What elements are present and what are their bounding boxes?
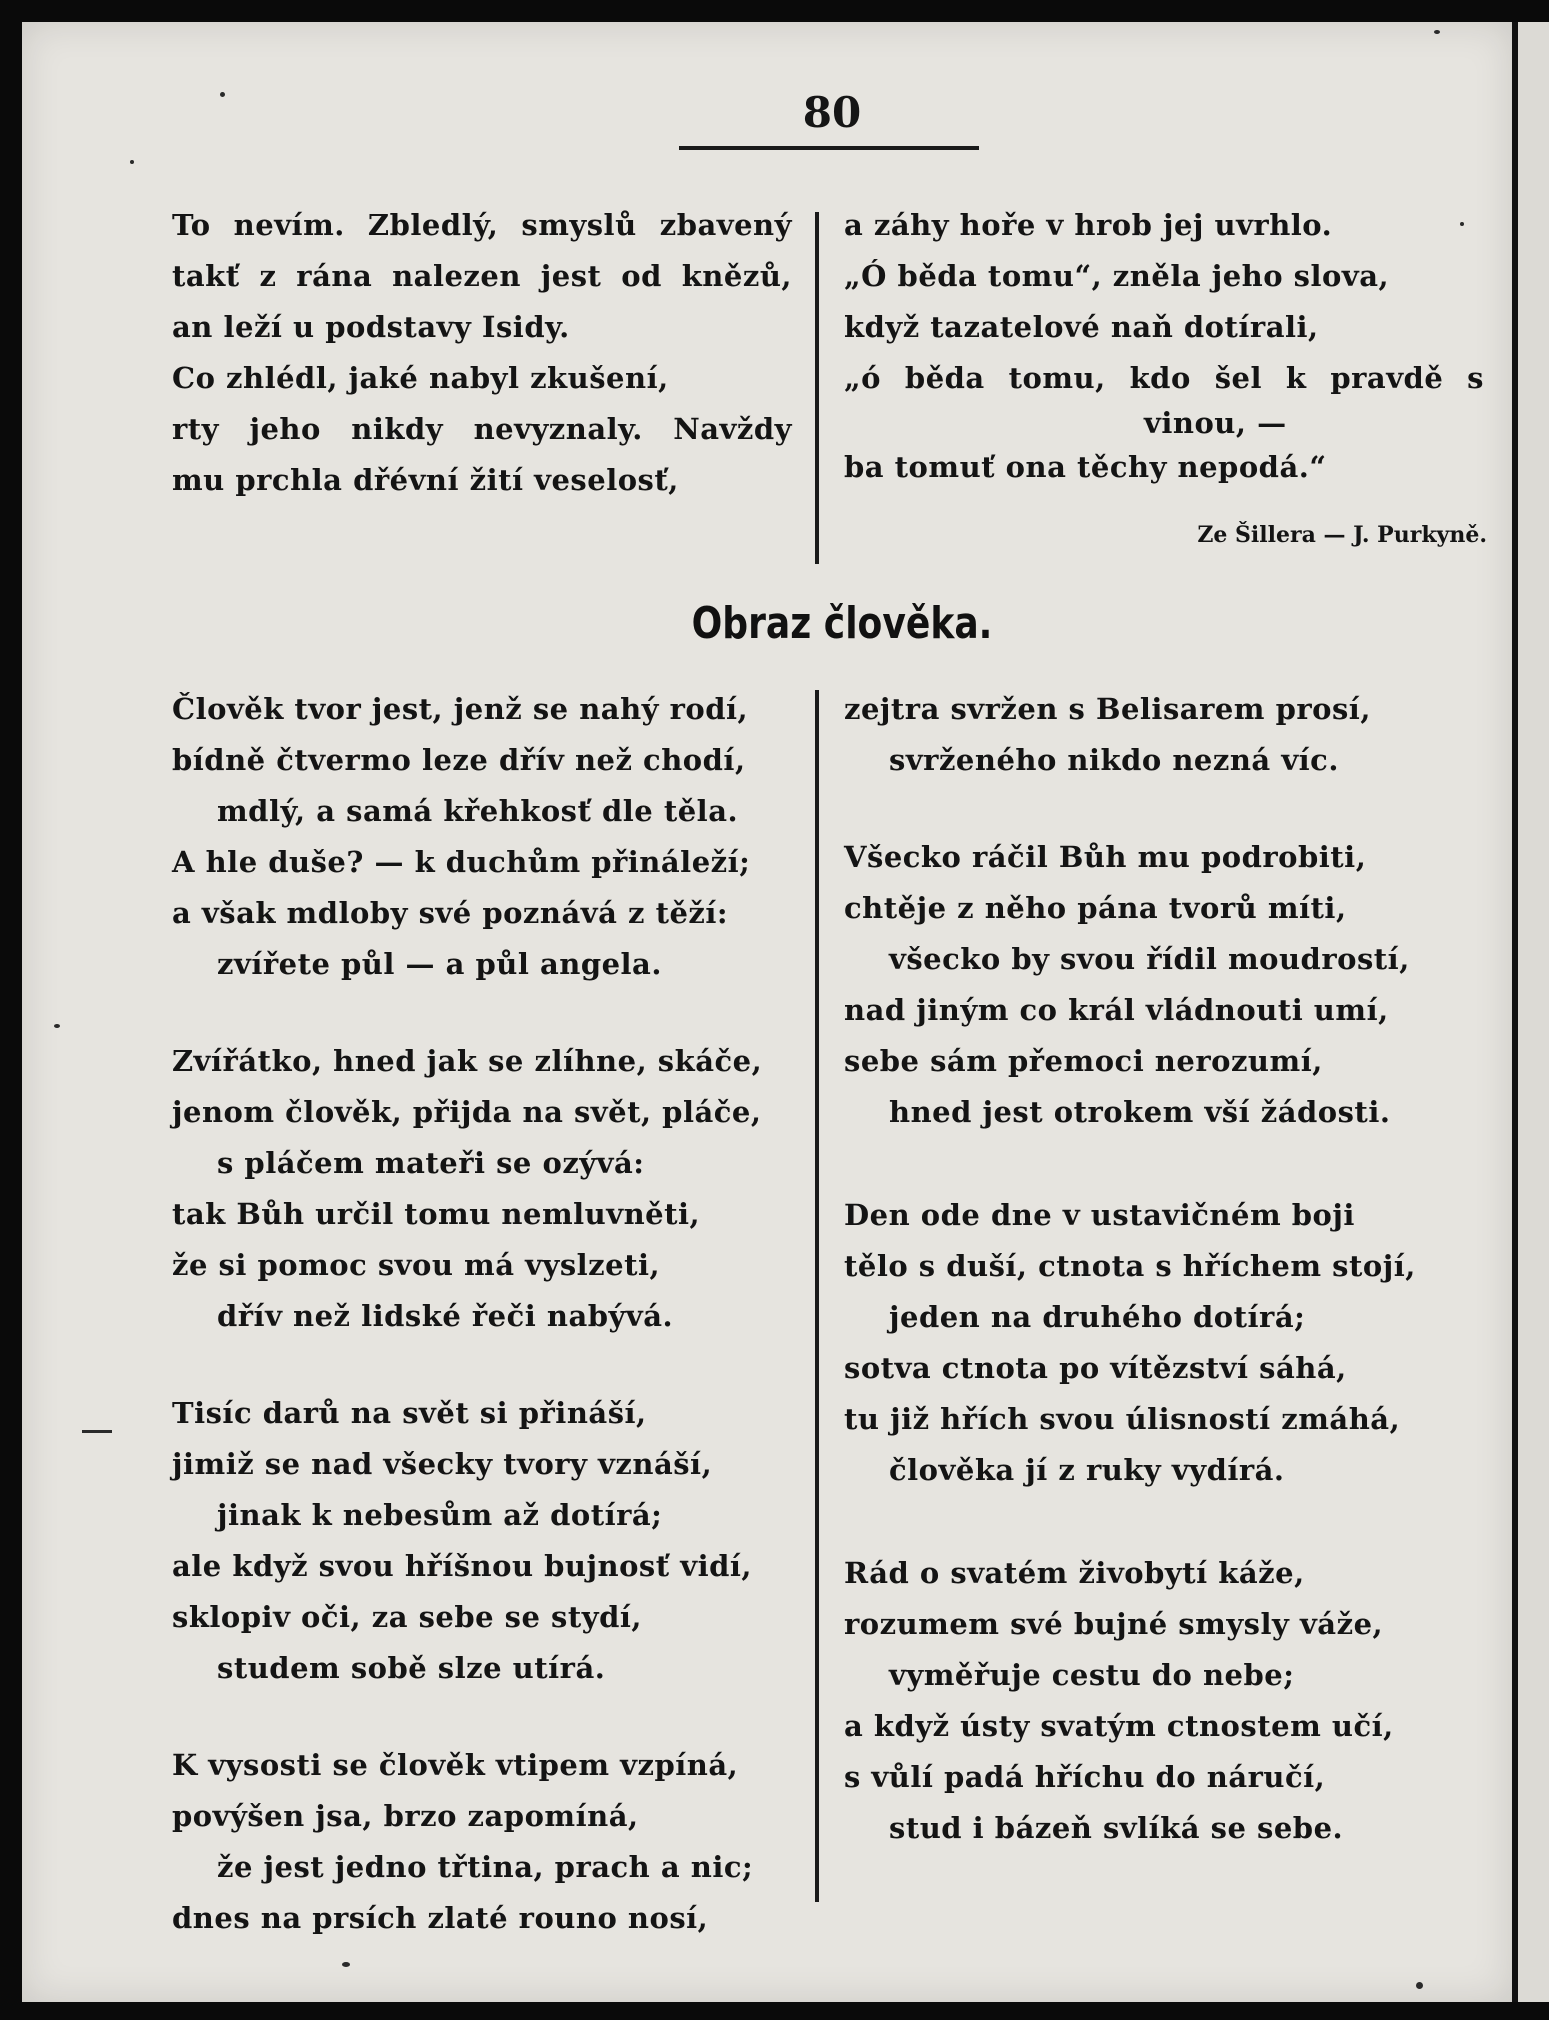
verse-line: Co zhlédl, jaké nabyl zkušení,: [172, 361, 669, 395]
page-number: 80: [802, 88, 862, 137]
scan-speck: [1460, 222, 1464, 226]
verse-line: že si pomoc svou má vyslzeti,: [172, 1248, 661, 1282]
verse-line: že jest jedno třtina, prach a nic;: [217, 1850, 754, 1884]
verse-line: sebe sám přemoci nerozumí,: [844, 1044, 1323, 1078]
scan-speck: [130, 160, 134, 164]
page-number-rule: [679, 146, 979, 150]
stanza: [844, 1548, 1484, 1854]
poem-column-divider: [815, 690, 819, 1902]
verse-line: zejtra svržen s Belisarem prosí,: [844, 692, 1371, 726]
verse-line: svrženého nikdo nezná víc.: [889, 743, 1339, 777]
scan-speck: [1434, 30, 1440, 34]
verse-line: A hle duše? — k duchům přináleží;: [172, 845, 751, 879]
verse-line: Člověk tvor jest, jenž se nahý rodí,: [172, 692, 749, 726]
verse-line: a když ústy svatým ctnostem učí,: [844, 1709, 1394, 1743]
verse-line: Rád o svatém živobytí káže,: [844, 1556, 1305, 1590]
verse-line: všecko by svou řídil moudrostí,: [889, 942, 1410, 976]
adjacent-page-edge: [1512, 22, 1549, 2002]
scan-speck: [82, 1430, 112, 1433]
verse-line: vinou, —: [1144, 406, 1287, 440]
verse-line: rty jeho nikdy nevyznaly. Navždy: [172, 412, 792, 446]
verse-line: nad jiným co král vládnouti umí,: [844, 993, 1389, 1027]
verse-line: mdlý, a samá křehkosť dle těla.: [217, 794, 739, 828]
stanza: [844, 1190, 1484, 1496]
verse-line: To nevím. Zbledlý, smyslů zbavený: [172, 208, 792, 242]
verse-line: „Ó běda tomu“, zněla jeho slova,: [844, 259, 1390, 293]
verse-line: Den ode dne v ustavičném boji: [844, 1198, 1355, 1232]
stanza: [172, 1740, 792, 1944]
verse-line: Zvířátko, hned jak se zlíhne, skáče,: [172, 1044, 763, 1078]
verse-line: a záhy hoře v hrob jej uvrhlo.: [844, 208, 1333, 242]
stanza: [172, 1036, 792, 1342]
verse-line: sklopiv oči, za sebe se stydí,: [172, 1600, 643, 1634]
poem-title: Obraz člověka.: [691, 598, 993, 649]
verse-line: a však mdloby své poznává z těží:: [172, 896, 729, 930]
verse-line: mu prchla dřévní žití veselosť,: [172, 463, 679, 497]
verse-line: vyměřuje cestu do nebe;: [889, 1658, 1295, 1692]
verse-line: dnes na prsích zlaté rouno nosí,: [172, 1901, 709, 1935]
scan-speck: [1416, 1982, 1423, 1989]
stanza: [844, 832, 1484, 1138]
verse-line: tělo s duší, ctnota s hříchem stojí,: [844, 1249, 1416, 1283]
verse-line: stud i bázeň svlíká se sebe.: [889, 1811, 1344, 1845]
verse-line: hned jest otrokem vší žádosti.: [889, 1095, 1391, 1129]
verse-line: K vysosti se člověk vtipem vzpíná,: [172, 1748, 739, 1782]
stanza: [172, 684, 792, 990]
verse-line: dřív než lidské řeči nabývá.: [217, 1299, 674, 1333]
top-right-column: [844, 200, 1484, 493]
verse-line: Tisíc darů na svět si přináší,: [172, 1396, 647, 1430]
verse-line: povýšen jsa, brzo zapomíná,: [172, 1799, 639, 1833]
book-page: [22, 22, 1512, 2002]
verse-line: studem sobě slze utírá.: [217, 1651, 606, 1685]
verse-line: s vůlí padá hříchu do náručí,: [844, 1760, 1326, 1794]
poem-right-column: [844, 684, 1484, 1900]
top-left-column: [172, 200, 792, 506]
verse-line: tu již hřích svou úlisností zmáhá,: [844, 1402, 1401, 1436]
verse-line: člověka jí z ruky vydírá.: [889, 1453, 1285, 1487]
verse-line: jimiž se nad všecky tvory vznáší,: [172, 1447, 713, 1481]
verse-line: jenom člověk, přijda na svět, pláče,: [172, 1095, 762, 1129]
stanza: [844, 684, 1484, 786]
verse-line: Všecko ráčil Bůh mu podrobiti,: [844, 840, 1367, 874]
verse-line: s pláčem mateři se ozývá:: [217, 1146, 645, 1180]
verse-line: když tazatelové naň dotírali,: [844, 310, 1319, 344]
poem-left-column: [172, 684, 792, 1990]
verse-line: takť z rána nalezen jest od knězů,: [172, 259, 792, 293]
stanza: [172, 1388, 792, 1694]
poem-attribution: Ze Šillera — J. Purkyně.: [1197, 522, 1487, 548]
verse-line: an leží u podstavy Isidy.: [172, 310, 570, 344]
verse-line: jeden na druhého dotírá;: [889, 1300, 1306, 1334]
top-column-divider: [815, 212, 819, 564]
scan-speck: [342, 1962, 350, 1967]
verse-line: bídně čtvermo leze dřív než chodí,: [172, 743, 746, 777]
scan-speck: [54, 1024, 60, 1028]
verse-line: chtěje z něho pána tvorů míti,: [844, 891, 1347, 925]
verse-line: ale když svou hříšnou bujnosť vidí,: [172, 1549, 753, 1583]
verse-line: ba tomuť ona těchy nepodá.“: [844, 450, 1327, 484]
verse-line: sotva ctnota po vítězství sáhá,: [844, 1351, 1347, 1385]
verse-line: rozumem své bujné smysly váže,: [844, 1607, 1384, 1641]
verse-line: tak Bůh určil tomu nemluvněti,: [172, 1197, 701, 1231]
verse-line: zvířete půl — a půl angela.: [217, 947, 662, 981]
verse-line: jinak k nebesům až dotírá;: [217, 1498, 663, 1532]
scan-speck: [220, 92, 225, 97]
verse-line: „ó běda tomu, kdo šel k pravdě s: [844, 361, 1484, 395]
